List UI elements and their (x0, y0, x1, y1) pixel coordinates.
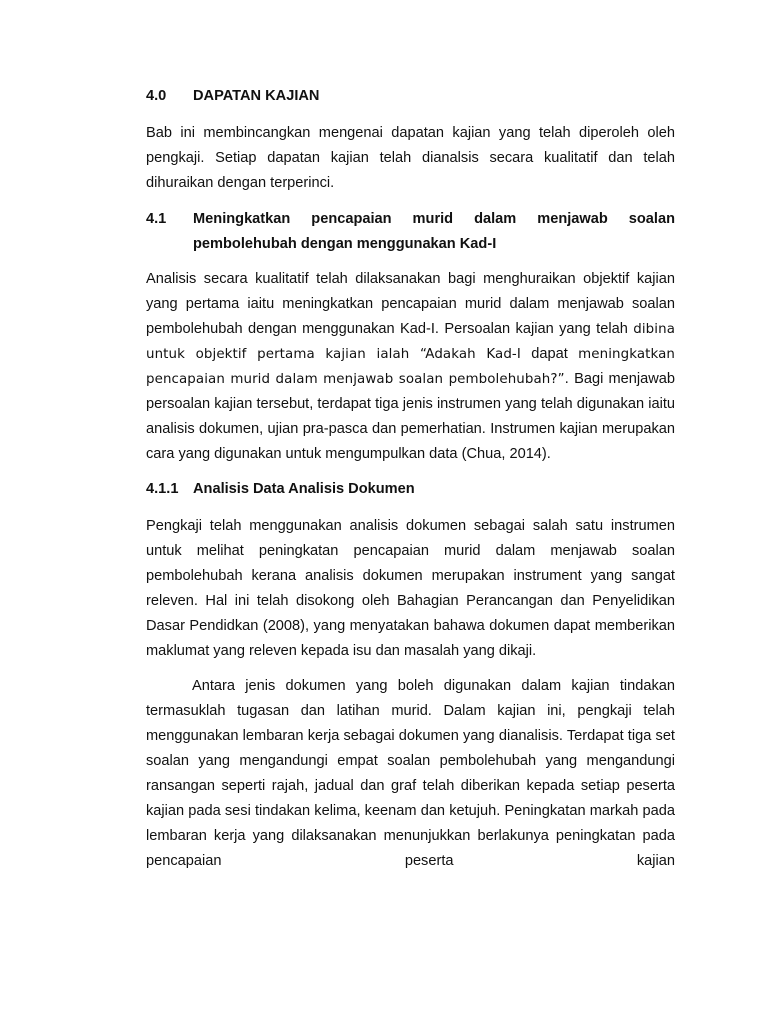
research-question-text: dibina untuk objektif pertama kajian ialah “Adakah Kad-I (146, 322, 675, 362)
section-4-1-1-paragraph-2: Antara jenis dokumen yang boleh digunakan dalam kajian tindakan termasuklah tugasan dan latihan murid. Dalam kajian ini, pengkaji telah menggunakan lembaran kerja sebagai dokumen yang dianalisis. Terdapat tiga set soalan yang mengandungi empat soalan pembolehubah yang mengandungi ransangan seperti rajah, jadual dan graf telah diberikan kepada setiap peserta kajian pada sesi tindakan kelima, keenam dan ketujuh. Peningkatan markah pada lembaran kerja yang dilaksanakan menunjukkan berlakunya peningkatan pada pencapaian peserta kajian (146, 678, 675, 869)
page-content (146, 84, 675, 874)
heading-title: DAPATAN KAJIAN (193, 88, 320, 104)
heading-number: 4.1.1 (146, 481, 179, 497)
section-4-1-1-paragraph-1: Pengkaji telah menggunakan analisis dokumen sebagai salah satu instrumen untuk melihat peningkatan pencapaian murid dalam menjawab soalan pembolehubah kerana analisis dokumen merupakan instrument yang sangat releven. Hal ini telah disokong oleh Bahagian Perancangan dan Penyelidikan Dasar Pendidkan (2008), yang menyatakan bahawa dokumen dapat memberikan maklumat yang releven kepada isu dan masalah yang dikaji. (146, 518, 675, 659)
heading-title: Analisis Data Analisis Dokumen (193, 481, 415, 497)
intro-paragraph: Bab ini membincangkan mengenai dapatan kajian yang telah diperoleh oleh pengkaji. Setiap dapatan kajian telah dianalsis secara kualitatif dan telah dihuraikan dengan terperinci. (146, 125, 675, 191)
paragraph-text: dapat (531, 346, 568, 362)
heading-title: Meningkatkan pencapaian murid dalam menjawab soalan pembolehubah dengan menggunakan Kad-I (193, 211, 675, 252)
paragraph-text: Analisis secara kualitatif telah dilaksanakan bagi menghuraikan objektif kajian yang pertama iaitu meningkatkan pencapaian murid dalam menjawab soalan pembolehubah dengan menggunakan Kad-I. Persoalan kajian yang telah (146, 271, 675, 337)
research-question-text: meningkatkan pencapaian murid dalam menjawab soalan pembolehubah?”. (146, 347, 675, 387)
heading-4-1 (146, 207, 675, 257)
heading-4-1-1 (146, 477, 675, 502)
heading-number: 4.1 (146, 211, 167, 227)
section-4-1-paragraph (146, 267, 675, 467)
paragraph-text: Bagi menjawab persoalan kajian tersebut, terdapat tiga jenis instrumen yang telah digunakan iaitu analisis dokumen, ujian pra-pasca dan pemerhatian. Instrumen kajian merupakan cara yang digunakan untuk mengumpulkan data (Chua, 2014). (146, 371, 675, 462)
heading-4-0 (146, 84, 675, 109)
heading-number: 4.0 (146, 88, 167, 104)
